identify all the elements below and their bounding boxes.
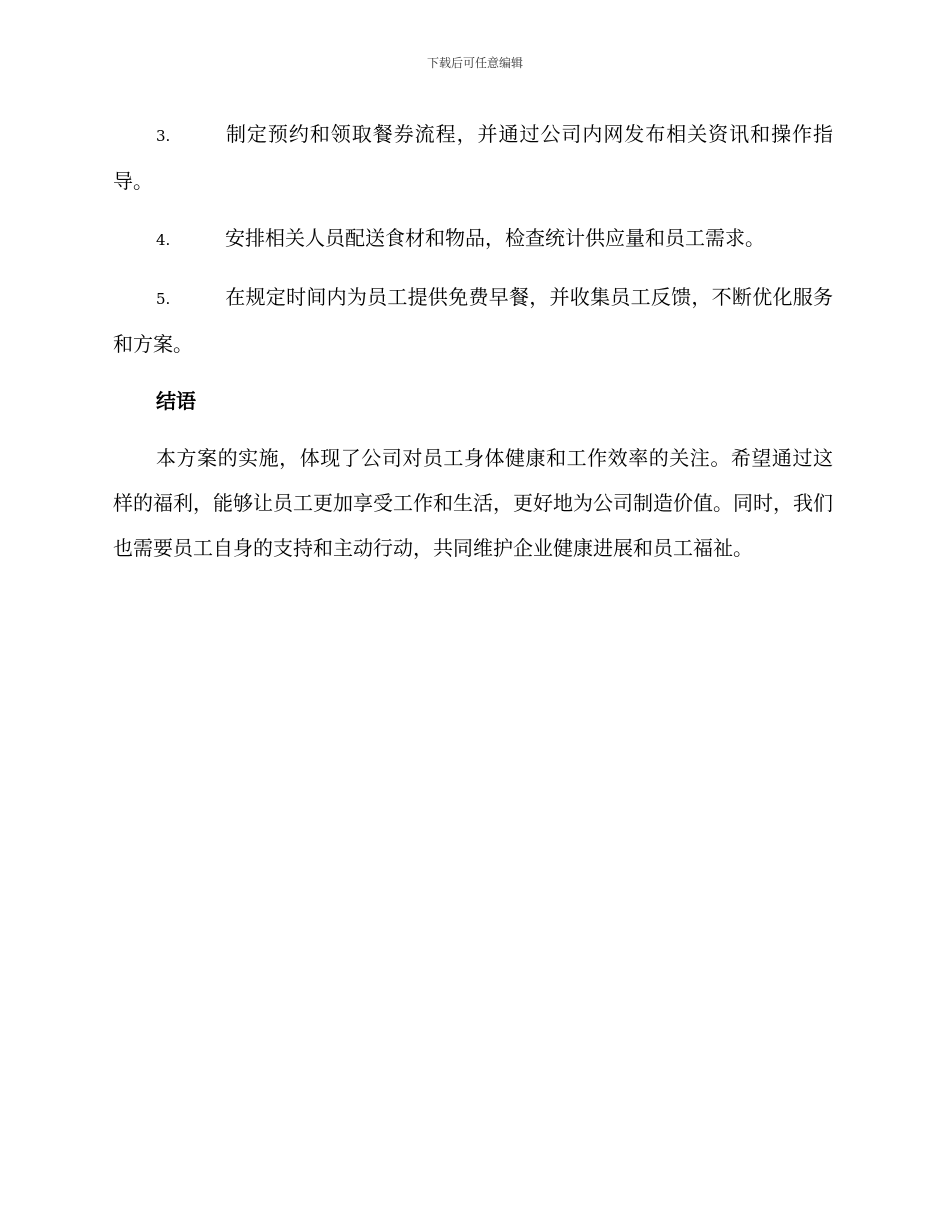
conclusion-paragraph: 本方案的实施，体现了公司对员工身体健康和工作效率的关注。希望通过这样的福利，能够让员工更加享受工作和生活，更好地为公司制造价值。同时，我们也需要员工自身的支持和主动行动，共同维护企业健康进展和员工福祉。 xyxy=(113,446,833,560)
list-number: 5. xyxy=(156,290,171,308)
list-item-step-3 xyxy=(113,112,833,204)
document-content xyxy=(113,112,833,571)
page-header-note: 下载后可任意编辑 xyxy=(426,56,523,70)
list-item-text: 制定预约和领取餐券流程，并通过公司内网发布相关资讯和操作指导。 xyxy=(113,122,833,193)
conclusion-heading: 结语 xyxy=(156,389,196,413)
list-item-step-5 xyxy=(113,275,833,367)
list-item-text: 在规定时间内为员工提供免费早餐，并收集员工反馈，不断优化服务和方案。 xyxy=(113,285,833,356)
list-item-step-4 xyxy=(113,216,833,263)
list-number: 4. xyxy=(156,231,171,249)
list-number: 3. xyxy=(156,127,171,145)
list-item-text: 安排相关人员配送食材和物品，检查统计供应量和员工需求。 xyxy=(225,226,765,250)
